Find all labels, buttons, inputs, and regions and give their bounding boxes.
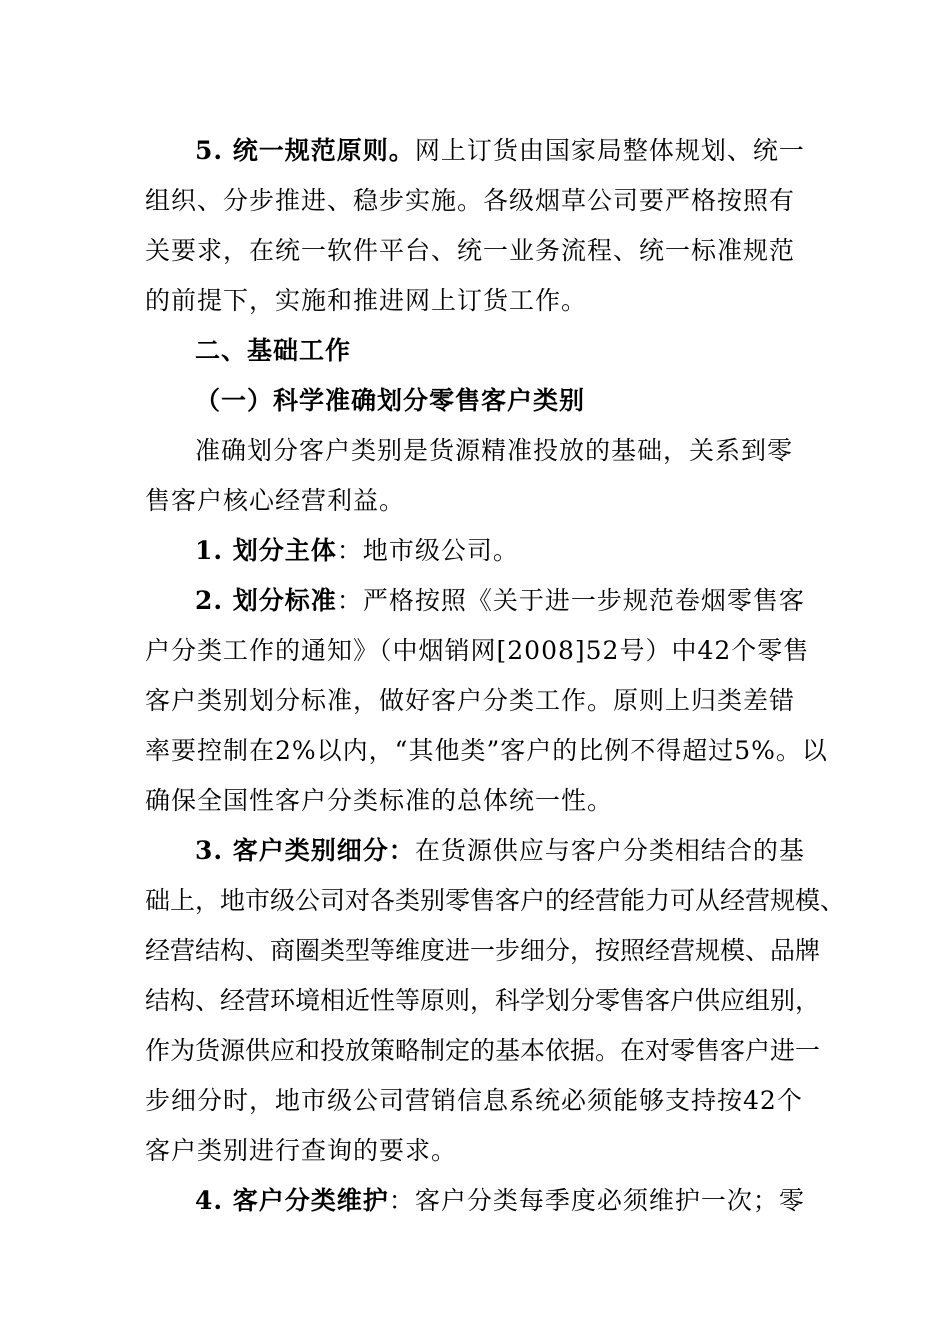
paragraph-line: 础上，地市级公司对各类别零售客户的经营能力可从经营规模、 xyxy=(145,886,846,915)
body-text: ：地市级公司。 xyxy=(336,536,519,565)
list-item xyxy=(195,586,805,616)
paragraph-line: 准确划分客户类别是货源精准投放的基础，关系到零 xyxy=(195,436,794,465)
bold-heading: 5. 统一规范原则。 xyxy=(195,136,415,165)
bold-heading: 2. 划分标准 xyxy=(195,586,337,615)
body-text: 网上订货由国家局整体规划、统一 xyxy=(414,136,805,165)
paragraph-line: 确保全国性客户分类标准的总体统一性。 xyxy=(145,786,614,815)
body-text: 在货源供应与客户分类相结合的基 xyxy=(414,836,805,865)
section-heading: 二、基础工作 xyxy=(195,336,352,365)
paragraph-line: 结构、经营环境相近性等原则，科学划分零售客户供应组别， xyxy=(145,986,821,1015)
body-text: ：客户分类每季度必须维护一次；零 xyxy=(388,1186,805,1215)
paragraph-line: 经营结构、商圈类型等维度进一步细分，按照经营规模、品牌 xyxy=(145,936,821,965)
paragraph-line: 客户类别进行查询的要求。 xyxy=(145,1136,458,1165)
bold-heading: 3. 客户类别细分： xyxy=(195,836,415,865)
list-item xyxy=(195,536,519,566)
paragraph-line: 户分类工作的通知》（中烟销网[2008]52号）中42个零售 xyxy=(145,636,810,665)
body-text: ：严格按照《关于进一步规范卷烟零售客 xyxy=(336,586,805,615)
paragraph-line xyxy=(195,136,805,166)
bold-heading: 4. 客户分类维护 xyxy=(195,1186,389,1215)
paragraph-line: 步细分时，地市级公司营销信息系统必须能够支持按42个 xyxy=(145,1086,803,1115)
paragraph-line: 作为货源供应和投放策略制定的基本依据。在对零售客户进一 xyxy=(145,1036,821,1065)
paragraph-line: 组织、分步推进、稳步实施。各级烟草公司要严格按照有 xyxy=(145,186,796,215)
paragraph-line: 售客户核心经营利益。 xyxy=(145,486,406,515)
paragraph-line: 的前提下，实施和推进网上订货工作。 xyxy=(145,286,588,315)
paragraph-line: 关要求，在统一软件平台、统一业务流程、统一标准规范 xyxy=(145,236,796,265)
paragraph-line: 率要控制在2%以内，“其他类”客户的比例不得超过5%。以 xyxy=(145,736,828,765)
list-item xyxy=(195,836,805,866)
bold-heading: 1. 划分主体 xyxy=(195,536,337,565)
list-item xyxy=(195,1186,805,1216)
subsection-heading: （一）科学准确划分零售客户类别 xyxy=(195,386,586,415)
paragraph-line: 客户类别划分标准，做好客户分类工作。原则上归类差错 xyxy=(145,686,796,715)
